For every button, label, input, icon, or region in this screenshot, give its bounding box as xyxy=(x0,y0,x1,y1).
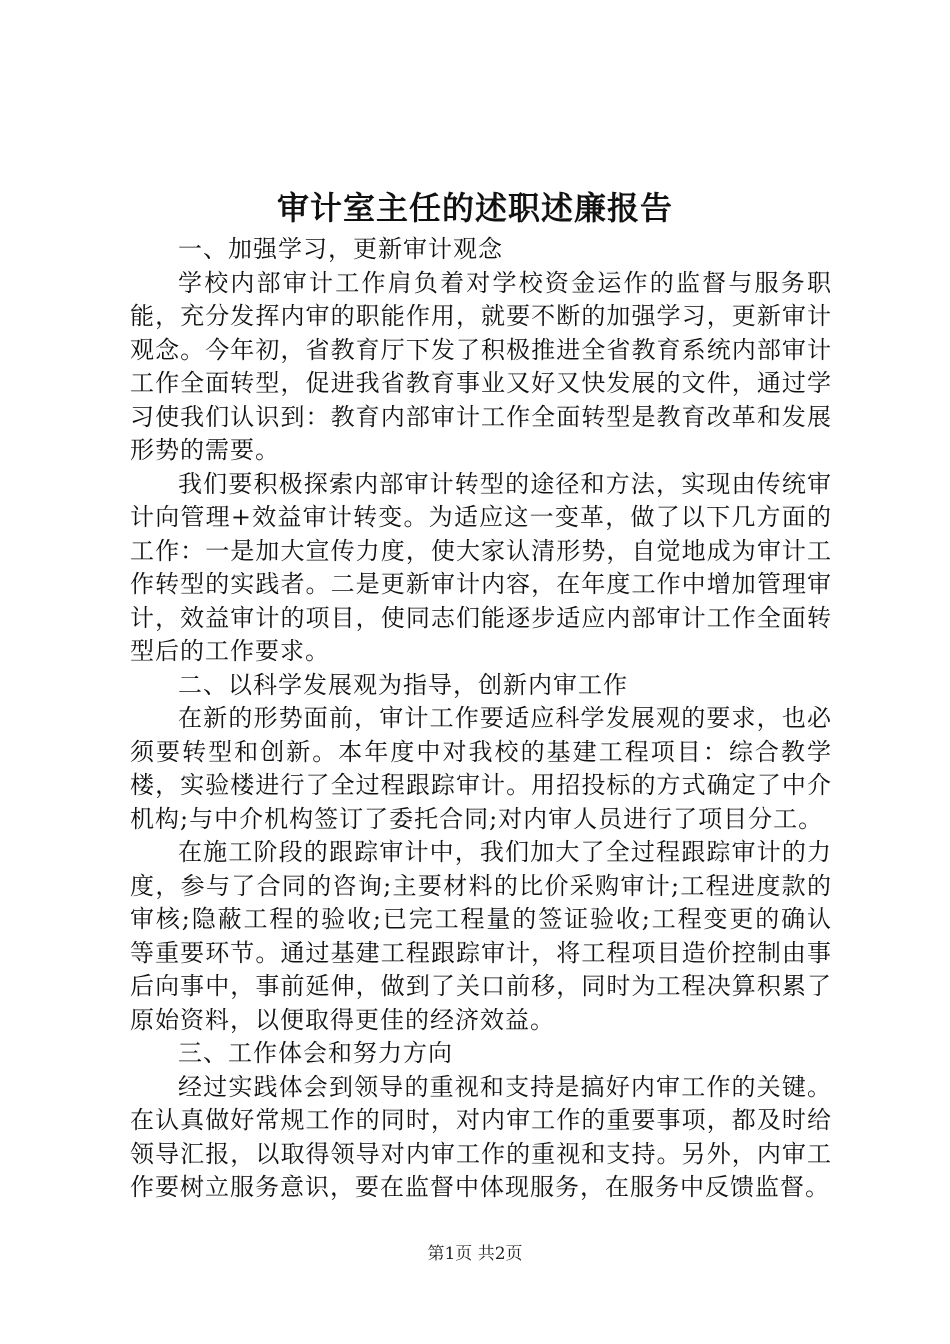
page-footer: 第1页 共2页 xyxy=(427,1244,523,1264)
paragraph-2: 我们要积极探索内部审计转型的途径和方法，实现由传统审计向管理+效益审计转变。为适应这一变革，做了以下几方面的工作：一是加大宣传力度，使大家认清形势，自觉地成为审计工作转型的实践者。二是更新审计内容，在年度工作中增加管理审计，效益审计的项目，使同志们能逐步适应内部审计工作全面转型后的工作要求。 xyxy=(130,469,832,665)
section-heading-3: 三、工作体会和努力方向 xyxy=(178,1039,453,1067)
paragraph-5: 经过实践体会到领导的重视和支持是搞好内审工作的关键。在认真做好常规工作的同时，对内审工作的重要事项，都及时给领导汇报，以取得领导对内审工作的重视和支持。另外，内审工作要树立服务意识，要在监督中体现服务，在服务中反馈监督。 xyxy=(130,1072,832,1201)
document-title: 审计室主任的述职述廉报告 xyxy=(276,189,673,227)
paragraph-4: 在施工阶段的跟踪审计中，我们加大了全过程跟踪审计的力度，参与了合同的咨询;主要材料的比价采购审计;工程进度款的审核;隐蔽工程的验收;已完工程量的签证验收;工程变更的确认等重要环节。通过基建工程跟踪审计，将工程项目造价控制由事后向事中，事前延伸，做到了关口前移，同时为工程决算积累了原始资料，以便取得更佳的经济效益。 xyxy=(130,838,832,1034)
paragraph-3: 在新的形势面前，审计工作要适应科学发展观的要求，也必须要转型和创新。本年度中对我校的基建工程项目：综合教学楼，实验楼进行了全过程跟踪审计。用招投标的方式确定了中介机构;与中介机构签订了委托合同;对内审人员进行了项目分工。 xyxy=(130,704,832,833)
paragraph-1: 学校内部审计工作肩负着对学校资金运作的监督与服务职能，充分发挥内审的职能作用，就要不断的加强学习，更新审计观念。今年初，省教育厅下发了积极推进全省教育系统内部审计工作全面转型，促进我省教育事业又好又快发展的文件，通过学习使我们认识到：教育内部审计工作全面转型是教育改革和发展形势的需要。 xyxy=(130,268,832,464)
section-heading-2: 二、以科学发展观为指导，创新内审工作 xyxy=(178,670,628,699)
document-body xyxy=(130,233,832,1205)
section-heading-1: 一、加强学习，更新审计观念 xyxy=(178,235,503,263)
